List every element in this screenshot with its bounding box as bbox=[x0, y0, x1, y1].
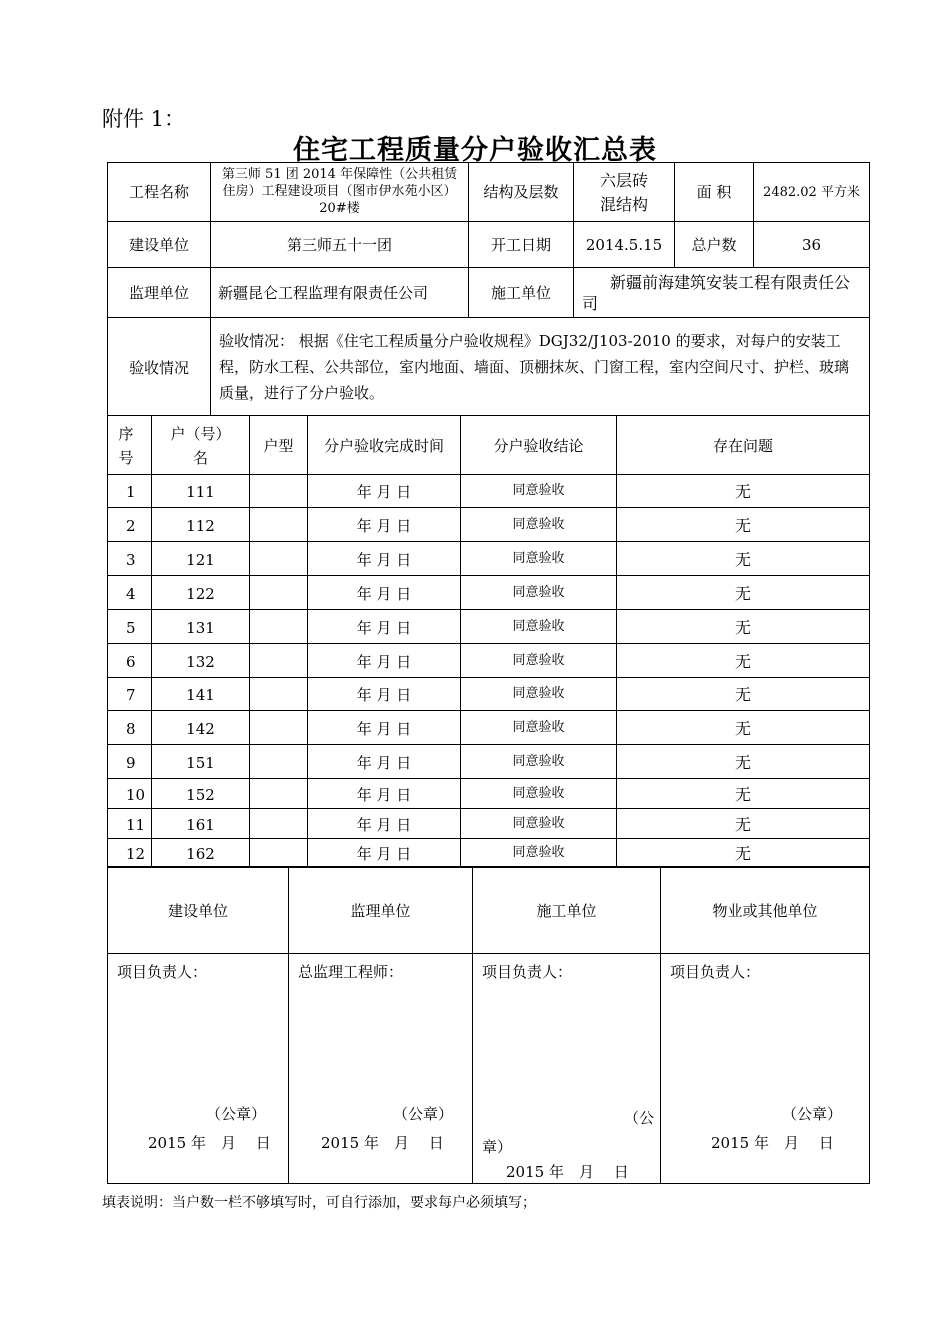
row-10-unit-cell bbox=[151, 778, 250, 809]
sig-other-date: 2015 年 月 日 bbox=[711, 1134, 834, 1152]
row-6-type-cell bbox=[249, 643, 308, 678]
row-4-seq-cell bbox=[107, 575, 152, 610]
row-11-conclusion-cell bbox=[460, 808, 617, 839]
builder-label-cell bbox=[107, 221, 211, 268]
row-12-date-cell bbox=[307, 838, 461, 868]
builder-value: 第三师五十一团 bbox=[286, 236, 392, 254]
row-12-issue: 无 bbox=[734, 844, 751, 863]
page-title: 住宅工程质量分户验收汇总表 bbox=[293, 135, 657, 166]
row-2-unit-cell bbox=[151, 507, 250, 542]
row-11-seq-cell bbox=[107, 808, 152, 839]
row-6-conclusion: 同意验收 bbox=[512, 653, 565, 668]
row-6-seq: 6 bbox=[126, 653, 136, 671]
supervisor-value-cell bbox=[210, 267, 469, 318]
inspection-label-cell bbox=[107, 317, 211, 416]
row-1-issue-cell bbox=[616, 474, 870, 508]
row-2-issue-cell bbox=[616, 507, 870, 542]
start-date-label-cell bbox=[468, 221, 574, 268]
row-5-issue-cell bbox=[616, 609, 870, 644]
row-12-issue-cell bbox=[616, 838, 870, 868]
row-7-date-cell bbox=[307, 677, 461, 711]
row-12-seq-cell bbox=[107, 838, 152, 868]
row-8-unit: 142 bbox=[186, 720, 215, 738]
households-value: 36 bbox=[801, 236, 822, 254]
row-4-unit: 122 bbox=[186, 585, 215, 603]
row-7-unit-cell bbox=[151, 677, 250, 711]
row-12-conclusion: 同意验收 bbox=[512, 845, 565, 860]
row-9-unit: 151 bbox=[186, 754, 215, 772]
fill-instructions: 填表说明：当户数一栏不够填写时，可自行添加，要求每户必须填写； bbox=[102, 1195, 536, 1211]
row-4-issue-cell bbox=[616, 575, 870, 610]
contractor-value: 新疆前海建筑安装工程有限责任公司 bbox=[582, 273, 851, 313]
col-type-label: 户型 bbox=[263, 437, 294, 455]
row-8-conclusion: 同意验收 bbox=[512, 720, 565, 735]
sig-supervisor-header bbox=[288, 866, 473, 954]
sig-supervisor-cell bbox=[288, 953, 473, 1184]
col-type-header bbox=[249, 415, 308, 475]
row-3-conclusion: 同意验收 bbox=[512, 551, 565, 566]
row-3-unit-cell bbox=[151, 541, 250, 576]
row-7-date: 年 月 日 bbox=[356, 686, 412, 704]
row-5-unit: 131 bbox=[186, 619, 215, 637]
row-9-unit-cell bbox=[151, 744, 250, 779]
sig-supervisor-date: 2015 年 月 日 bbox=[321, 1134, 444, 1152]
row-2-conclusion: 同意验收 bbox=[512, 517, 565, 532]
row-1-date: 年 月 日 bbox=[356, 483, 412, 501]
col-conclusion-header bbox=[460, 415, 617, 475]
row-10-unit: 152 bbox=[186, 786, 215, 804]
row-12-conclusion-cell bbox=[460, 838, 617, 868]
households-label: 总户数 bbox=[691, 236, 737, 254]
row-12-unit: 162 bbox=[186, 845, 215, 863]
row-9-issue: 无 bbox=[734, 753, 751, 772]
sig-other-cell bbox=[660, 953, 870, 1184]
row-12-date: 年 月 日 bbox=[356, 845, 412, 863]
sig-contractor-seal: （公章） bbox=[482, 1109, 655, 1156]
row-9-issue-cell bbox=[616, 744, 870, 779]
row-11-type-cell bbox=[249, 808, 308, 839]
row-1-conclusion: 同意验收 bbox=[512, 483, 565, 498]
structure-value-cell bbox=[573, 162, 675, 222]
col-time-label: 分户验收完成时间 bbox=[323, 437, 444, 455]
supervisor-label-cell bbox=[107, 267, 211, 318]
row-2-type-cell bbox=[249, 507, 308, 542]
structure-value: 六层砖混结构 bbox=[599, 171, 648, 214]
inspection-text: 验收情况： 根据《住宅工程质量分户验收规程》DGJ32/J103-2010 的要求，对每户的安装工程，防水工程、公共部位，室内地面、墙面、顶棚抹灰、门窗工程，室内空间尺寸、护栏、玻璃质量，进行了分户验收。 bbox=[219, 332, 850, 402]
sig-builder-label: 建设单位 bbox=[167, 902, 228, 920]
row-9-conclusion: 同意验收 bbox=[512, 754, 565, 769]
col-issues-header bbox=[616, 415, 870, 475]
area-value: 2482.02 平方米 bbox=[763, 185, 860, 200]
row-3-conclusion-cell bbox=[460, 541, 617, 576]
sig-supervisor-label: 监理单位 bbox=[350, 902, 411, 920]
row-5-seq: 5 bbox=[126, 619, 136, 637]
row-8-issue-cell bbox=[616, 710, 870, 745]
row-7-issue-cell bbox=[616, 677, 870, 711]
row-12-type-cell bbox=[249, 838, 308, 868]
row-1-seq: 1 bbox=[126, 483, 136, 501]
row-10-date: 年 月 日 bbox=[356, 786, 412, 804]
row-6-date: 年 月 日 bbox=[356, 653, 412, 671]
supervisor-value: 新疆昆仑工程监理有限责任公司 bbox=[218, 284, 429, 302]
row-4-conclusion: 同意验收 bbox=[512, 585, 565, 600]
row-2-issue: 无 bbox=[734, 516, 751, 535]
sig-contractor-person: 项目负责人： bbox=[482, 963, 573, 981]
row-8-type-cell bbox=[249, 710, 308, 745]
row-4-date: 年 月 日 bbox=[356, 585, 412, 603]
row-1-type-cell bbox=[249, 474, 308, 508]
row-1-unit: 111 bbox=[186, 483, 215, 501]
start-date-value-cell bbox=[573, 221, 675, 268]
builder-label: 建设单位 bbox=[128, 236, 189, 254]
row-1-seq-cell bbox=[107, 474, 152, 508]
row-11-conclusion: 同意验收 bbox=[512, 816, 565, 831]
inspection-label: 验收情况 bbox=[128, 359, 189, 377]
row-3-seq-cell bbox=[107, 541, 152, 576]
area-value-cell bbox=[753, 162, 870, 222]
row-1-unit-cell bbox=[151, 474, 250, 508]
row-9-date: 年 月 日 bbox=[356, 754, 412, 772]
contractor-label: 施工单位 bbox=[490, 284, 551, 302]
sig-supervisor-seal: （公章） bbox=[393, 1105, 454, 1123]
row-7-type-cell bbox=[249, 677, 308, 711]
col-unit-header bbox=[151, 415, 250, 475]
sig-supervisor-person: 总监理工程师： bbox=[298, 963, 404, 981]
row-10-type-cell bbox=[249, 778, 308, 809]
row-10-seq: 10 bbox=[126, 786, 146, 804]
row-5-seq-cell bbox=[107, 609, 152, 644]
row-2-seq: 2 bbox=[126, 517, 136, 535]
row-10-date-cell bbox=[307, 778, 461, 809]
row-2-date-cell bbox=[307, 507, 461, 542]
row-10-conclusion: 同意验收 bbox=[512, 786, 565, 801]
row-5-date: 年 月 日 bbox=[356, 619, 412, 637]
row-3-type-cell bbox=[249, 541, 308, 576]
sig-builder-header bbox=[107, 866, 289, 954]
row-11-date-cell bbox=[307, 808, 461, 839]
start-date-value: 2014.5.15 bbox=[585, 236, 663, 254]
row-6-conclusion-cell bbox=[460, 643, 617, 678]
sig-contractor-date: 2015 年 月 日 bbox=[506, 1163, 629, 1181]
sig-other-header bbox=[660, 866, 870, 954]
col-seq-label: 序号 bbox=[118, 425, 134, 467]
row-10-issue-cell bbox=[616, 778, 870, 809]
row-6-unit: 132 bbox=[186, 653, 215, 671]
contractor-label-cell bbox=[468, 267, 574, 318]
row-5-date-cell bbox=[307, 609, 461, 644]
col-seq-header bbox=[107, 415, 152, 475]
sig-builder-cell bbox=[107, 953, 289, 1184]
row-3-seq: 3 bbox=[126, 551, 136, 569]
row-11-issue-cell bbox=[616, 808, 870, 839]
project-name-value: 第三师 51 团 2014 年保障性（公共租赁住房）工程建设项目（图市伊水苑小区）20#楼 bbox=[221, 167, 458, 216]
row-3-date-cell bbox=[307, 541, 461, 576]
row-5-type-cell bbox=[249, 609, 308, 644]
structure-label: 结构及层数 bbox=[483, 183, 559, 201]
row-9-date-cell bbox=[307, 744, 461, 779]
row-4-issue: 无 bbox=[734, 584, 751, 603]
sig-other-label: 物业或其他单位 bbox=[712, 902, 818, 920]
row-2-unit: 112 bbox=[186, 517, 215, 535]
row-7-seq: 7 bbox=[126, 686, 136, 704]
row-12-seq: 12 bbox=[126, 845, 146, 863]
col-conclusion-label: 分户验收结论 bbox=[493, 437, 584, 455]
row-10-conclusion-cell bbox=[460, 778, 617, 809]
area-label-cell bbox=[674, 162, 754, 222]
row-3-issue: 无 bbox=[734, 550, 751, 569]
sig-builder-seal: （公章） bbox=[206, 1105, 267, 1123]
project-name-label: 工程名称 bbox=[128, 183, 189, 201]
row-8-date-cell bbox=[307, 710, 461, 745]
row-3-issue-cell bbox=[616, 541, 870, 576]
row-3-date: 年 月 日 bbox=[356, 551, 412, 569]
row-11-unit-cell bbox=[151, 808, 250, 839]
row-1-conclusion-cell bbox=[460, 474, 617, 508]
structure-label-cell bbox=[468, 162, 574, 222]
row-8-seq-cell bbox=[107, 710, 152, 745]
sig-builder-date: 2015 年 月 日 bbox=[148, 1134, 271, 1152]
row-11-issue: 无 bbox=[734, 815, 751, 834]
project-name-label-cell bbox=[107, 162, 211, 222]
households-value-cell bbox=[753, 221, 870, 268]
row-7-conclusion: 同意验收 bbox=[512, 686, 565, 701]
row-11-unit: 161 bbox=[186, 816, 215, 834]
row-7-unit: 141 bbox=[186, 686, 215, 704]
row-8-date: 年 月 日 bbox=[356, 720, 412, 738]
row-8-conclusion-cell bbox=[460, 710, 617, 745]
row-5-issue: 无 bbox=[734, 618, 751, 637]
row-7-seq-cell bbox=[107, 677, 152, 711]
col-issues-label: 存在问题 bbox=[712, 437, 773, 455]
row-8-issue: 无 bbox=[734, 719, 751, 738]
row-1-date-cell bbox=[307, 474, 461, 508]
row-7-issue: 无 bbox=[734, 685, 751, 704]
builder-value-cell bbox=[210, 221, 469, 268]
inspection-text-cell bbox=[210, 317, 870, 416]
row-2-seq-cell bbox=[107, 507, 152, 542]
sig-contractor-cell bbox=[472, 953, 661, 1184]
row-11-seq: 11 bbox=[126, 816, 146, 834]
row-5-unit-cell bbox=[151, 609, 250, 644]
row-2-conclusion-cell bbox=[460, 507, 617, 542]
row-9-seq-cell bbox=[107, 744, 152, 779]
row-1-issue: 无 bbox=[734, 482, 751, 501]
row-3-unit: 121 bbox=[186, 551, 215, 569]
row-4-date-cell bbox=[307, 575, 461, 610]
area-label: 面 积 bbox=[696, 183, 732, 201]
row-4-seq: 4 bbox=[126, 585, 136, 603]
row-4-type-cell bbox=[249, 575, 308, 610]
row-4-unit-cell bbox=[151, 575, 250, 610]
row-10-issue: 无 bbox=[734, 785, 751, 804]
col-time-header bbox=[307, 415, 461, 475]
row-6-seq-cell bbox=[107, 643, 152, 678]
row-8-seq: 8 bbox=[126, 720, 136, 738]
contractor-value-cell bbox=[573, 267, 870, 318]
row-9-type-cell bbox=[249, 744, 308, 779]
sig-contractor-header bbox=[472, 866, 661, 954]
sig-builder-person: 项目负责人： bbox=[117, 963, 208, 981]
row-6-date-cell bbox=[307, 643, 461, 678]
sig-other-person: 项目负责人： bbox=[670, 963, 761, 981]
row-10-seq-cell bbox=[107, 778, 152, 809]
row-6-unit-cell bbox=[151, 643, 250, 678]
row-2-date: 年 月 日 bbox=[356, 517, 412, 535]
start-date-label: 开工日期 bbox=[490, 236, 551, 254]
row-9-conclusion-cell bbox=[460, 744, 617, 779]
project-name-value-cell bbox=[210, 162, 469, 222]
row-6-issue: 无 bbox=[734, 652, 751, 671]
row-11-date: 年 月 日 bbox=[356, 816, 412, 834]
sig-contractor-label: 施工单位 bbox=[536, 902, 597, 920]
row-7-conclusion-cell bbox=[460, 677, 617, 711]
row-12-unit-cell bbox=[151, 838, 250, 868]
col-unit-label: 户（号）名 bbox=[170, 425, 231, 467]
row-8-unit-cell bbox=[151, 710, 250, 745]
sig-other-seal: （公章） bbox=[782, 1105, 843, 1123]
row-9-seq: 9 bbox=[126, 754, 136, 772]
row-4-conclusion-cell bbox=[460, 575, 617, 610]
supervisor-label: 监理单位 bbox=[128, 284, 189, 302]
row-5-conclusion: 同意验收 bbox=[512, 619, 565, 634]
row-5-conclusion-cell bbox=[460, 609, 617, 644]
households-label-cell bbox=[674, 221, 754, 268]
row-6-issue-cell bbox=[616, 643, 870, 678]
attachment-label: 附件 1： bbox=[102, 107, 186, 131]
